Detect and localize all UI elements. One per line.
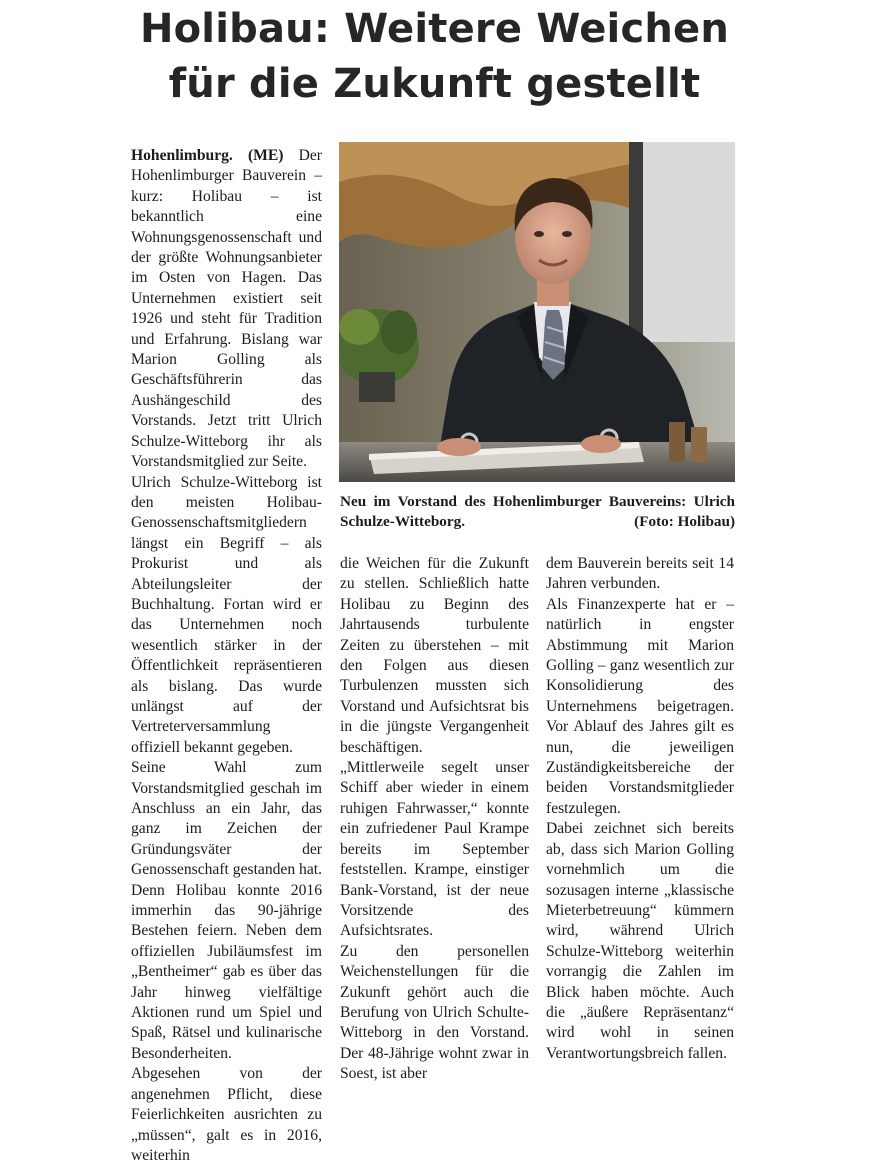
article-column-3	[546, 554, 734, 1064]
photo-portrait-illustration	[339, 142, 735, 482]
headline-line-1: Holibau: Weitere Weichen	[139, 6, 730, 52]
photo-credit: (Foto: Holibau)	[634, 513, 735, 530]
article-paragraph	[131, 146, 322, 473]
dateline: Hohenlimburg. (ME)	[131, 147, 284, 164]
article-paragraph: Seine Wahl zum Vorstandsmitglied geschah im Anschluss an ein Jahr, das ganz im Zeichen der Gründungsväter der Genossenschaft gestanden hat. Denn Holibau konnte 2016 immerhin das 90-jährige Bestehen feiern. Neben dem offiziellen Jubiläumsfest im „Bentheimer“ gab es über das Jahr hinweg vielfältige Aktionen rund um Spiel und Spaß, Rätsel und kulinarische Besonderheiten.	[131, 759, 322, 1062]
headline-line-2: für die Zukunft gestellt	[168, 61, 701, 107]
article-photo	[339, 142, 735, 482]
paragraph-text: Der Hohenlimburger Bauverein – kurz: Holibau – ist bekanntlich eine Wohnungsgenossenschaft und der größte Wohnungsanbieter im Osten von Hagen. Das Unternehmen existiert seit 1926 und steht für Tradition und Erfahrung. Bislang war Marion Golling als Geschäftsführerin das Aushängeschild des Vorstands. Jetzt tritt Ulrich Schulze-Witteborg ihr als Vorstandsmitglied zur Seite.	[131, 147, 322, 471]
article-paragraph: Abgesehen von der angenehmen Pflicht, diese Feierlichkeiten ausrichten zu „müssen“, galt es in 2016, weiterhin	[131, 1065, 322, 1164]
article-column-2	[340, 554, 529, 1085]
article-paragraph: Als Finanzexperte hat er – natürlich in engster Abstimmung mit Marion Golling – ganz wesentlich zur Konsolidierung des Unternehmens beigetragen. Vor Ablauf des Jahres gilt es nun, die jeweiligen Zuständigkeitsbereiche der beiden Vorstandsmitglieder festzulegen.	[546, 595, 734, 817]
headline	[0, 2, 869, 112]
article-paragraph: „Mittlerweile segelt unser Schiff aber wieder in einem ruhigen Fahrwasser,“ konnte ein zufriedener Paul Krampe bereits im September feststellen. Krampe, einstiger Bank-Vorstand, ist der neue Vorsitzende des Aufsichtsrates.	[340, 759, 529, 940]
photo-caption	[340, 492, 735, 532]
article-paragraph: dem Bauverein bereits seit 14 Jahren verbunden.	[546, 555, 734, 593]
article-column-1	[131, 146, 322, 1166]
article-paragraph: Ulrich Schulze-Witteborg ist den meisten Holibau-Genossenschaftsmitgliedern längst ein Begriff – als Prokurist und als Abteilungsleiter der Buchhaltung. Fortan wird er das Unternehmen noch wesentlich stärker in der Öffentlichkeit repräsentieren als bislang. Das wurde unlängst auf der Vertreterversammlung offiziell bekannt gegeben.	[131, 473, 322, 756]
article-paragraph: Dabei zeichnet sich bereits ab, dass sich Marion Golling vornehmlich um die sozusagen interne „klassische Mieterbetreuung“ kümmern wird, während Ulrich Schulze-Witteborg weiterhin vorrangig die Zahlen im Blick haben möchte. Auch die „äußere Repräsentanz“ wird wohl in seinen Verantwortungsbreich fallen.	[546, 820, 734, 1062]
article-paragraph: die Weichen für die Zukunft zu stellen. Schließlich hatte Holibau zu Beginn des Jahrtausends turbulente Zeiten zu überstehen – mit den Folgen aus diesen Turbulenzen mussten sich Vorstand und Aufsichtsrat bis in die jüngste Vergangenheit beschäftigen.	[340, 555, 529, 756]
caption-text: Neu im Vorstand des Hohenlimburger Bauvereins: Ulrich Schulze-Witteborg.	[340, 493, 735, 530]
article-paragraph: Zu den personellen Weichenstellungen für die Zukunft gehört auch die Berufung von Ulrich Schulte-Witteborg in den Vorstand. Der 48-Jährige wohnt zwar in Soest, ist aber	[340, 942, 529, 1083]
